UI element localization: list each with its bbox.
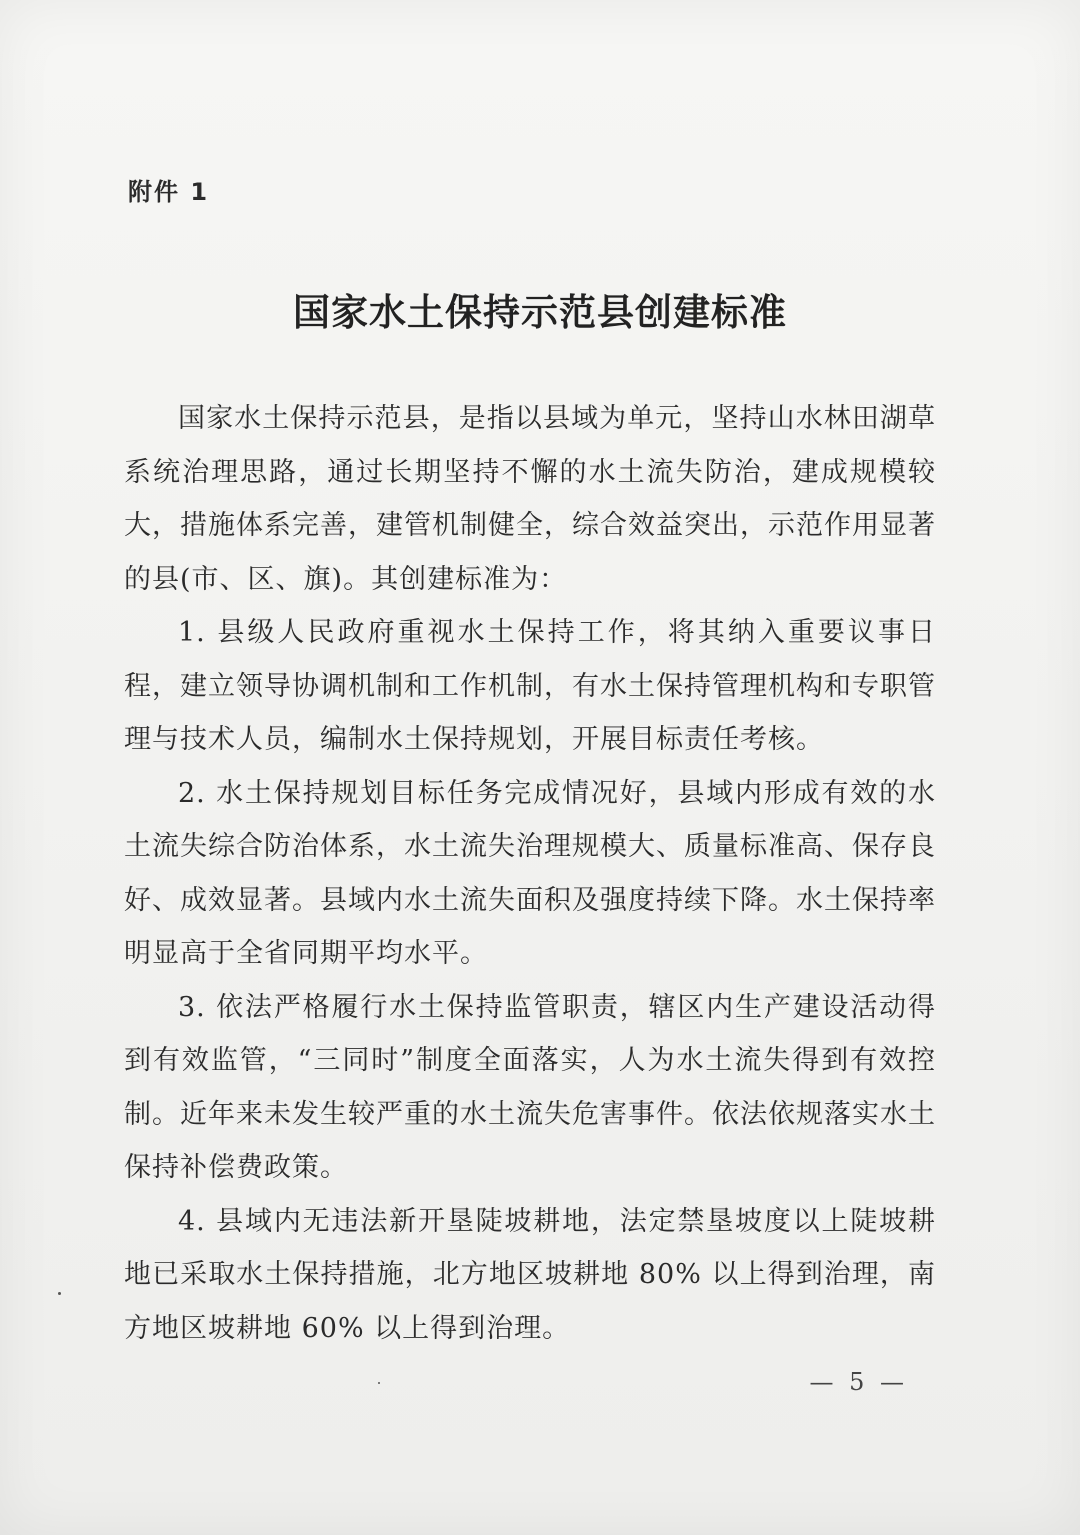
body-paragraph-1: 1. 县级人民政府重视水土保持工作，将其纳入重要议事日程，建立领导协调机制和工作机制，有水土保持管理机构和专职管理与技术人员，编制水土保持规划，开展目标责任考核。 xyxy=(124,617,936,755)
paper-speck xyxy=(58,1292,61,1295)
body-paragraph-4: 4. 县域内无违法新开垦陡坡耕地，法定禁垦坡度以上陡坡耕地已采取水土保持措施，北方地区坡耕地 80% 以上得到治理，南方地区坡耕地 60% 以上得到治理。 xyxy=(124,1205,936,1344)
body-paragraph-2: 2. 水土保持规划目标任务完成情况好，县域内形成有效的水土流失综合防治体系，水土流失治理规模大、质量标准高、保存良好、成效显著。县域内水土流失面积及强度持续下降。水土保持率明显高于全省同期平均水平。 xyxy=(124,777,936,969)
paper-speck xyxy=(378,1382,380,1384)
page-number: — 5 — xyxy=(809,1368,908,1396)
document-title: 国家水土保持示范县创建标准 xyxy=(293,291,787,334)
body-paragraph-3: 3. 依法严格履行水土保持监管职责，辖区内生产建设活动得到有效监管，“三同时”制度全面落实，人为水土流失得到有效控制。近年来未发生较严重的水土流失危害事件。依法依规落实水土保持补偿费政策。 xyxy=(124,991,936,1183)
attachment-label: 附件 1 xyxy=(128,178,210,206)
body-paragraph-intro: 国家水土保持示范县，是指以县域为单元，坚持山水林田湖草系统治理思路，通过长期坚持不懈的水土流失防治，建成规模较大，措施体系完善，建管机制健全，综合效益突出，示范作用显著的县(市、区、旗)。其创建标准为： xyxy=(124,403,936,595)
document-body xyxy=(124,392,936,1355)
